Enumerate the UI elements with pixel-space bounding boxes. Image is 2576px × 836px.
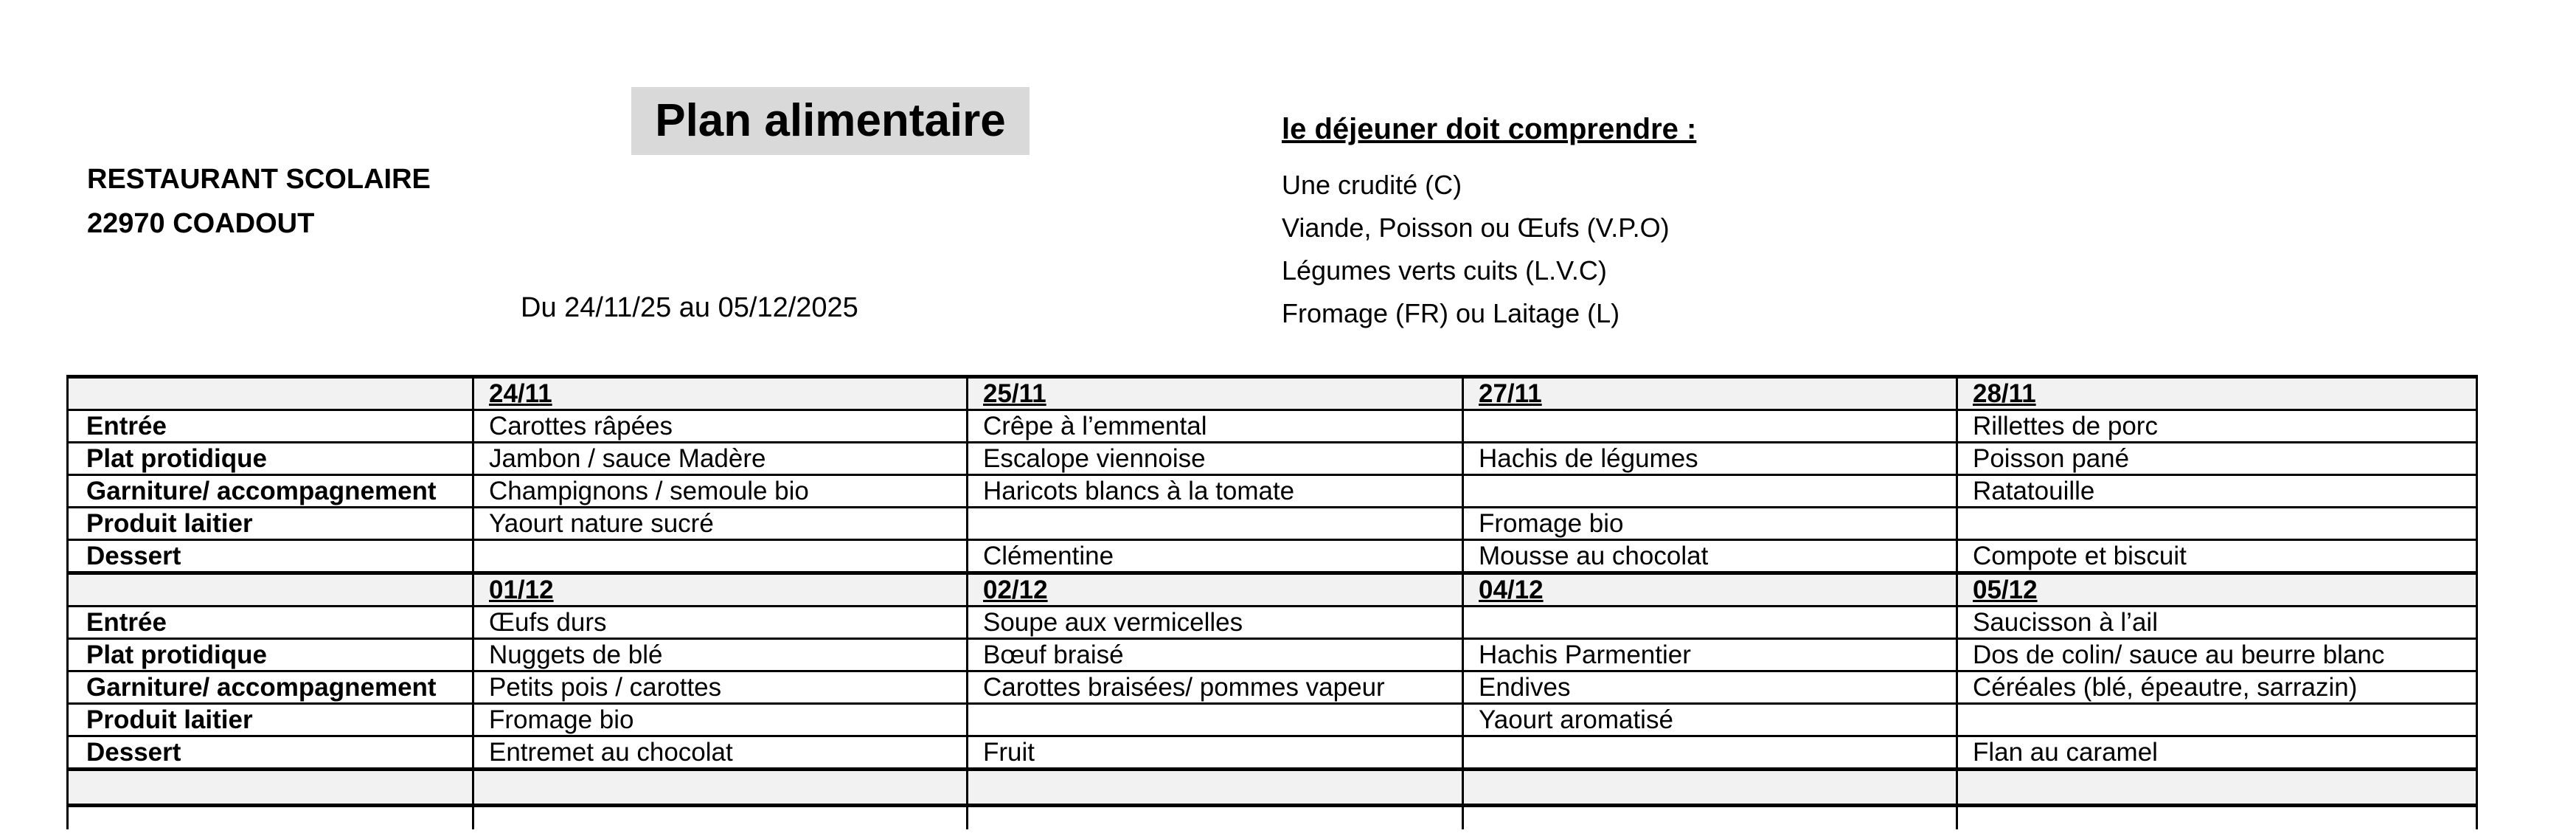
table-cell: Jambon / sauce Madère bbox=[473, 443, 968, 475]
empty-row bbox=[68, 806, 2477, 830]
requirements-title: le déjeuner doit comprendre : bbox=[1282, 113, 1697, 145]
date-cell: 24/11 bbox=[473, 377, 968, 410]
table-cell: Fruit bbox=[968, 736, 1463, 770]
organization-name: RESTAURANT SCOLAIRE bbox=[87, 164, 431, 195]
row-label: Plat protidique bbox=[68, 443, 473, 475]
table-cell: Céréales (blé, épeautre, sarrazin) bbox=[1957, 671, 2477, 704]
empty-row bbox=[68, 770, 2477, 806]
table-cell bbox=[968, 806, 1463, 830]
table-cell bbox=[68, 806, 473, 830]
table-row bbox=[68, 443, 2477, 475]
row-label: Entrée bbox=[68, 410, 473, 443]
date-cell: 25/11 bbox=[968, 377, 1463, 410]
table-cell bbox=[1463, 410, 1957, 443]
table-cell: Nuggets de blé bbox=[473, 639, 968, 671]
table-cell bbox=[68, 377, 473, 410]
table-cell: Clémentine bbox=[968, 540, 1463, 573]
table-row bbox=[68, 671, 2477, 704]
table-row bbox=[68, 540, 2477, 573]
requirement-item: Une crudité (C) bbox=[1282, 170, 1462, 200]
table-cell: Yaourt aromatisé bbox=[1463, 704, 1957, 736]
row-label: Dessert bbox=[68, 736, 473, 770]
table-cell bbox=[1957, 806, 2477, 830]
date-cell: 28/11 bbox=[1957, 377, 2477, 410]
table-cell bbox=[1957, 770, 2477, 806]
table-cell bbox=[968, 704, 1463, 736]
table-cell bbox=[68, 573, 473, 607]
table-cell bbox=[1463, 770, 1957, 806]
row-label: Entrée bbox=[68, 607, 473, 639]
table-cell: Compote et biscuit bbox=[1957, 540, 2477, 573]
table-cell bbox=[1463, 806, 1957, 830]
row-label: Garniture/ accompagnement bbox=[68, 671, 473, 704]
table-cell bbox=[1463, 475, 1957, 508]
table-cell bbox=[968, 508, 1463, 540]
requirement-item: Légumes verts cuits (L.V.C) bbox=[1282, 255, 1607, 286]
page-title: Plan alimentaire bbox=[631, 87, 1030, 155]
table-cell: Poisson pané bbox=[1957, 443, 2477, 475]
table-cell bbox=[968, 770, 1463, 806]
organization-address: 22970 COADOUT bbox=[87, 208, 315, 239]
table-cell: Champignons / semoule bio bbox=[473, 475, 968, 508]
table-cell bbox=[1957, 704, 2477, 736]
table-row bbox=[68, 607, 2477, 639]
table-cell: Yaourt nature sucré bbox=[473, 508, 968, 540]
table-row bbox=[68, 704, 2477, 736]
date-cell: 04/12 bbox=[1463, 573, 1957, 607]
row-label: Produit laitier bbox=[68, 704, 473, 736]
table-cell: Saucisson à l’ail bbox=[1957, 607, 2477, 639]
menu-table bbox=[66, 375, 2478, 829]
date-cell: 27/11 bbox=[1463, 377, 1957, 410]
table-cell: Escalope viennoise bbox=[968, 443, 1463, 475]
table-row bbox=[68, 475, 2477, 508]
table-cell bbox=[1463, 607, 1957, 639]
date-cell: 02/12 bbox=[968, 573, 1463, 607]
menu-period: Du 24/11/25 au 05/12/2025 bbox=[521, 292, 858, 323]
requirement-item: Fromage (FR) ou Laitage (L) bbox=[1282, 298, 1620, 328]
table-cell: Ratatouille bbox=[1957, 475, 2477, 508]
table-cell: Œufs durs bbox=[473, 607, 968, 639]
table-cell: Haricots blancs à la tomate bbox=[968, 475, 1463, 508]
requirement-item: Viande, Poisson ou Œufs (V.P.O) bbox=[1282, 213, 1670, 243]
table-cell bbox=[68, 770, 473, 806]
table-cell bbox=[473, 770, 968, 806]
table-cell: Petits pois / carottes bbox=[473, 671, 968, 704]
row-label: Produit laitier bbox=[68, 508, 473, 540]
table-cell bbox=[1463, 736, 1957, 770]
table-row bbox=[68, 639, 2477, 671]
table-cell: Soupe aux vermicelles bbox=[968, 607, 1463, 639]
table-cell: Crêpe à l’emmental bbox=[968, 410, 1463, 443]
table-cell: Carottes râpées bbox=[473, 410, 968, 443]
table-cell: Dos de colin/ sauce au beurre blanc bbox=[1957, 639, 2477, 671]
date-cell: 01/12 bbox=[473, 573, 968, 607]
row-label: Dessert bbox=[68, 540, 473, 573]
table-row bbox=[68, 410, 2477, 443]
table-row bbox=[68, 508, 2477, 540]
table-cell: Rillettes de porc bbox=[1957, 410, 2477, 443]
table-cell: Entremet au chocolat bbox=[473, 736, 968, 770]
table-cell: Fromage bio bbox=[473, 704, 968, 736]
table-row bbox=[68, 736, 2477, 770]
date-row bbox=[68, 573, 2477, 607]
table-cell bbox=[473, 806, 968, 830]
date-cell: 05/12 bbox=[1957, 573, 2477, 607]
table-cell: Hachis de légumes bbox=[1463, 443, 1957, 475]
table-cell: Endives bbox=[1463, 671, 1957, 704]
table-cell bbox=[473, 540, 968, 573]
table-cell: Carottes braisées/ pommes vapeur bbox=[968, 671, 1463, 704]
table-cell: Mousse au chocolat bbox=[1463, 540, 1957, 573]
row-label: Garniture/ accompagnement bbox=[68, 475, 473, 508]
table-cell: Flan au caramel bbox=[1957, 736, 2477, 770]
table-cell: Hachis Parmentier bbox=[1463, 639, 1957, 671]
date-row bbox=[68, 377, 2477, 410]
table-cell: Bœuf braisé bbox=[968, 639, 1463, 671]
row-label: Plat protidique bbox=[68, 639, 473, 671]
table-cell bbox=[1957, 508, 2477, 540]
requirements-list bbox=[1282, 164, 1670, 335]
table-cell: Fromage bio bbox=[1463, 508, 1957, 540]
